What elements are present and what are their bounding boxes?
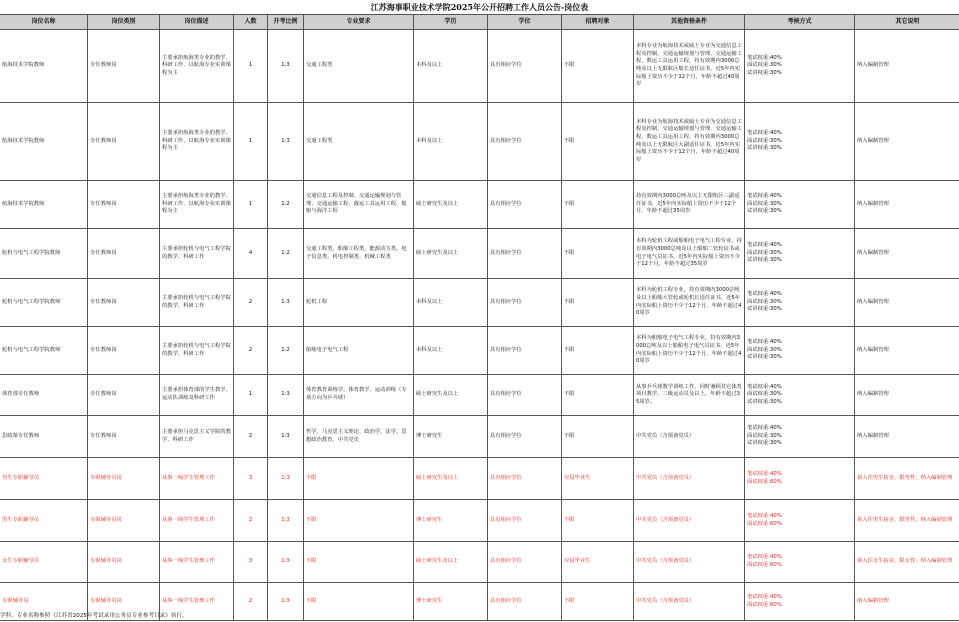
cell-note: 纳入编制管理 [855,375,959,416]
cell-note: 须入住男生宿舍，限男性；纳入编制管理 [855,458,959,500]
cell-ratio: 1:3 [268,103,304,181]
cell-name: 体育部专任教师 [0,375,88,416]
cell-major: 交通工程类 [304,30,414,103]
cell-degree: 具有相应学位 [488,30,562,103]
cell-desc: 从事一线学生管理工作 [160,458,234,500]
cell-assess: 笔试权重:40% 面试权重:60% [745,542,855,583]
header-cell: 专业要求 [304,15,414,30]
cell-ratio: 1:3 [268,583,304,621]
cell-ratio: 1:3 [268,458,304,500]
cell-assess: 笔试权重:40% 面试权重:30% 试讲权重:30% [745,181,855,229]
cell-count: 3 [234,458,268,500]
cell-target: 应届毕业生 [562,458,634,500]
cell-category: 专任教师岗 [88,103,160,181]
cell-target: 不限 [562,181,634,229]
cell-target: 不限 [562,375,634,416]
cell-degree: 具有相应学位 [488,103,562,181]
cell-cond: 本科为轮机工程或船舶电子电气工程专业，持有效期内3000总吨及以上船舶二管轮证书或电子电气员证书，近5年内实际船上资历不少于12个月，年龄不超过35周岁 [634,229,745,279]
header-cell: 岗位名称 [0,15,88,30]
cell-degree: 具有相应学位 [488,500,562,542]
cell-desc: 主要承担体育部的学生教学、运动队训练及科研工作 [160,375,234,416]
cell-count: 1 [234,181,268,229]
cell-note: 纳入编制管理 [855,279,959,327]
cell-desc: 主要承担轮机与电气工程学院的教学、科研工作 [160,279,234,327]
cell-cond: 本科为船舶电子电气工程专业，持有效期内3000总吨及以上船舶电子电气员证书，近5年内实际船上资历不少于12个月，年龄不超过40周岁 [634,327,745,375]
cell-major: 交通信息工程及控制、交通运输规划与管理、交通运输工程、载运工具运用工程、船舶与海洋工程 [304,181,414,229]
cell-edu: 本科及以上 [414,327,488,375]
cell-category: 专职辅导员岗 [88,458,160,500]
cell-category: 专任教师岗 [88,416,160,458]
table-row [0,375,959,416]
cell-category: 专任教师岗 [88,279,160,327]
cell-note: 纳入编制管理 [855,30,959,103]
cell-cond: 中共党员（含预备党员） [634,458,745,500]
cell-note: 须入住男生宿舍，限男性；纳入编制管理 [855,500,959,542]
cell-name: 轮机与电气工程学院教师 [0,327,88,375]
header-cell: 岗位描述 [160,15,234,30]
cell-edu: 博士研究生 [414,500,488,542]
header-cell: 岗位类别 [88,15,160,30]
cell-target: 应届毕业生 [562,542,634,583]
cell-ratio: 1:3 [268,279,304,327]
cell-ratio: 1:3 [268,30,304,103]
cell-degree: 具有相应学位 [488,458,562,500]
cell-count: 1 [234,30,268,103]
cell-target: 不限 [562,229,634,279]
cell-edu: 本科及以上 [414,30,488,103]
cell-cond: 中共党员（含预备党员） [634,416,745,458]
cell-target: 不限 [562,327,634,375]
cell-count: 2 [234,583,268,621]
cell-target: 不限 [562,279,634,327]
cell-degree: 具有相应学位 [488,583,562,621]
cell-count: 2 [234,279,268,327]
cell-count: 3 [234,542,268,583]
table-row [0,103,959,181]
cell-degree: 具有相应学位 [488,229,562,279]
cell-desc: 主要承担轮机与电气工程学院的教学、科研工作 [160,327,234,375]
header-cell: 学位 [488,15,562,30]
cell-degree: 具有相应学位 [488,327,562,375]
cell-desc: 主要承担轮机与电气工程学院的教学、科研工作 [160,229,234,279]
table-row [0,181,959,229]
cell-major: 体育教育训练学、体育教学、运动训练（专项方向为乒乓球） [304,375,414,416]
cell-assess: 笔试权重:40% 面试权重:60% [745,583,855,621]
cell-cond: 从事乒乓球教学训练工作，同时兼顾其它体育项目教学，二级运动员及以上，年龄不超过35周岁。 [634,375,745,416]
cell-cond: 本科为轮机工程专业，持有效期内3000总吨及以上船舶大管轮或轮机长适任证书，近5年内实际船上资历不少于12个月，年龄不超过40周岁 [634,279,745,327]
cell-count: 2 [234,500,268,542]
cell-target: 不限 [562,103,634,181]
cell-major: 不限 [304,542,414,583]
cell-count: 2 [234,416,268,458]
table-row [0,327,959,375]
cell-assess: 笔试权重:40% 面试权重:30% 试讲权重:30% [745,30,855,103]
header-cell: 学历 [414,15,488,30]
footnote: 学科、专业名称参照《江苏省2025年考试录用公务员专业参考目录》执行。 [0,613,188,619]
cell-name: 女生专职辅导员 [0,542,88,583]
cell-edu: 博士研究生 [414,583,488,621]
cell-name: 轮机与电气工程学院教师 [0,279,88,327]
cell-category: 专任教师岗 [88,375,160,416]
cell-count: 4 [234,229,268,279]
header-cell: 考核方式 [745,15,855,30]
table-row [0,458,959,500]
cell-desc: 主要承担航海类专业的教学、科研工作，以航海专业实训课程为主 [160,30,234,103]
cell-ratio: 1:3 [268,542,304,583]
cell-major: 不限 [304,500,414,542]
cell-ratio: 1:2 [268,229,304,279]
cell-edu: 博士研究生 [414,416,488,458]
cell-ratio: 1:3 [268,416,304,458]
cell-assess: 笔试权重:40% 面试权重:30% 试讲权重:30% [745,327,855,375]
cell-note: 须入住女生宿舍，限女性；纳入编制管理 [855,542,959,583]
cell-cond: 中共党员（含预备党员） [634,500,745,542]
page-title: 江苏海事职业技术学院2025年公开招聘工作人员公告-岗位表 [370,2,589,12]
cell-count: 2 [234,327,268,375]
cell-assess: 笔试权重:40% 面试权重:60% [745,458,855,500]
cell-degree: 具有相应学位 [488,279,562,327]
cell-major: 不限 [304,458,414,500]
table-row [0,279,959,327]
header-cell: 人数 [234,15,268,30]
cell-category: 专职辅导员岗 [88,583,160,621]
cell-cond: 本科专业为航海技术或硕士专业为交通信息工程及控制、交通运输规划与管理、交通运输工程，数运工具运用工程，持有效期内3000总吨及以上无限航区船长适任证书，近5年内实际船上资历不少于12个月，年龄不超过40周岁 [634,30,745,103]
cell-degree: 具有相应学位 [488,181,562,229]
cell-edu: 硕士研究生及以上 [414,542,488,583]
positions-table [0,14,959,621]
cell-assess: 笔试权重:40% 面试权重:30% 试讲权重:30% [745,375,855,416]
cell-cond: 中共党员（含预备党员） [634,583,745,621]
cell-target: 不限 [562,416,634,458]
table-row [0,416,959,458]
table-row [0,542,959,583]
table-row [0,500,959,542]
cell-ratio: 1:3 [268,375,304,416]
cell-ratio: 1:2 [268,181,304,229]
cell-major: 船舶电子电气工程 [304,327,414,375]
cell-name: 航海技术学院教师 [0,103,88,181]
cell-edu: 硕士研究生及以上 [414,458,488,500]
cell-note: 纳入编制管理 [855,229,959,279]
cell-name: 思政课专任教师 [0,416,88,458]
cell-desc: 主要承担航海类专业的教学、科研工作，以航海专业实训课程为主 [160,103,234,181]
cell-name: 男生专职辅导员 [0,458,88,500]
cell-assess: 笔试权重:40% 面试权重:60% [745,500,855,542]
cell-edu: 硕士研究生及以上 [414,229,488,279]
cell-major: 哲学、马克思主义理论、政治学、法学、思想政治教育、中共党史 [304,416,414,458]
cell-target: 不限 [562,30,634,103]
cell-desc: 从事一线学生管理工作 [160,542,234,583]
cell-desc: 从事一线学生管理工作 [160,500,234,542]
cell-edu: 硕士研究生及以上 [414,375,488,416]
cell-cond: 持有效期内3000总吨及以上无限航区三副适任证书，近5年内实际船上资历不少于12个月，年龄不超过35周岁 [634,181,745,229]
cell-name: 专职辅导员 [0,583,88,621]
cell-target: 不限 [562,583,634,621]
cell-category: 专职辅导员岗 [88,542,160,583]
cell-degree: 具有相应学位 [488,542,562,583]
cell-category: 专任教师岗 [88,30,160,103]
cell-note: 纳入编制管理 [855,103,959,181]
header-cell: 其它说明 [855,15,959,30]
cell-assess: 笔试权重:40% 面试权重:30% 试讲权重:30% [745,229,855,279]
cell-assess: 笔试权重:40% 面试权重:30% 试讲权重:30% [745,279,855,327]
header-cell: 开考比例 [268,15,304,30]
cell-ratio: 1:2 [268,327,304,375]
cell-name: 男生专职辅导员 [0,500,88,542]
cell-note: 纳入编制管理 [855,327,959,375]
cell-note: 纳入编制管理 [855,416,959,458]
cell-category: 专职辅导员岗 [88,500,160,542]
cell-edu: 本科及以上 [414,279,488,327]
cell-target: 不限 [562,500,634,542]
cell-name: 航海技术学院教师 [0,181,88,229]
header-cell: 其他资格条件 [634,15,745,30]
cell-degree: 具有相应学位 [488,375,562,416]
cell-desc: 从事一线学生管理工作 [160,583,234,621]
cell-category: 专任教师岗 [88,181,160,229]
table-row [0,229,959,279]
header-cell: 招聘对象 [562,15,634,30]
cell-major: 轮机工程 [304,279,414,327]
cell-category: 专任教师岗 [88,327,160,375]
header-row [0,15,959,30]
cell-degree: 具有相应学位 [488,416,562,458]
cell-cond: 中共党员（含预备党员） [634,542,745,583]
cell-cond: 本科专业为航海技术或硕士专业为交通信息工程及控制、交通运输规划与管理、交通运输工程，数运工具运用工程，持有效期内3000总吨及以上无限航区大副适任证书，近5年内实际船上资历不少于12个月，年龄不超过40周岁 [634,103,745,181]
table-body [0,30,959,621]
cell-category: 专任教师岗 [88,229,160,279]
cell-assess: 笔试权重:40% 面试权重:30% 试讲权重:30% [745,103,855,181]
cell-ratio: 1:3 [268,500,304,542]
table-row [0,30,959,103]
cell-desc: 主要承担马克思主义学院的教学、科研工作 [160,416,234,458]
cell-assess: 笔试权重:40% 面试权重:30% 试讲权重:30% [745,416,855,458]
cell-major: 不限 [304,583,414,621]
cell-edu: 硕士研究生及以上 [414,181,488,229]
cell-note: 纳入编制管理 [855,181,959,229]
cell-major: 交通工程类 [304,103,414,181]
cell-note: 纳入编制管理 [855,583,959,621]
cell-edu: 本科及以上 [414,103,488,181]
cell-name: 轮机与电气工程学院教师 [0,229,88,279]
cell-count: 1 [234,375,268,416]
cell-count: 1 [234,103,268,181]
cell-desc: 主要承担航海类专业的教学、科研工作，以航海专业实训课程为主 [160,181,234,229]
cell-major: 交通工程类、船舶工程类、能源动力类、电子信息类、机电控制类、机械工程类 [304,229,414,279]
cell-name: 航海技术学院教师 [0,30,88,103]
